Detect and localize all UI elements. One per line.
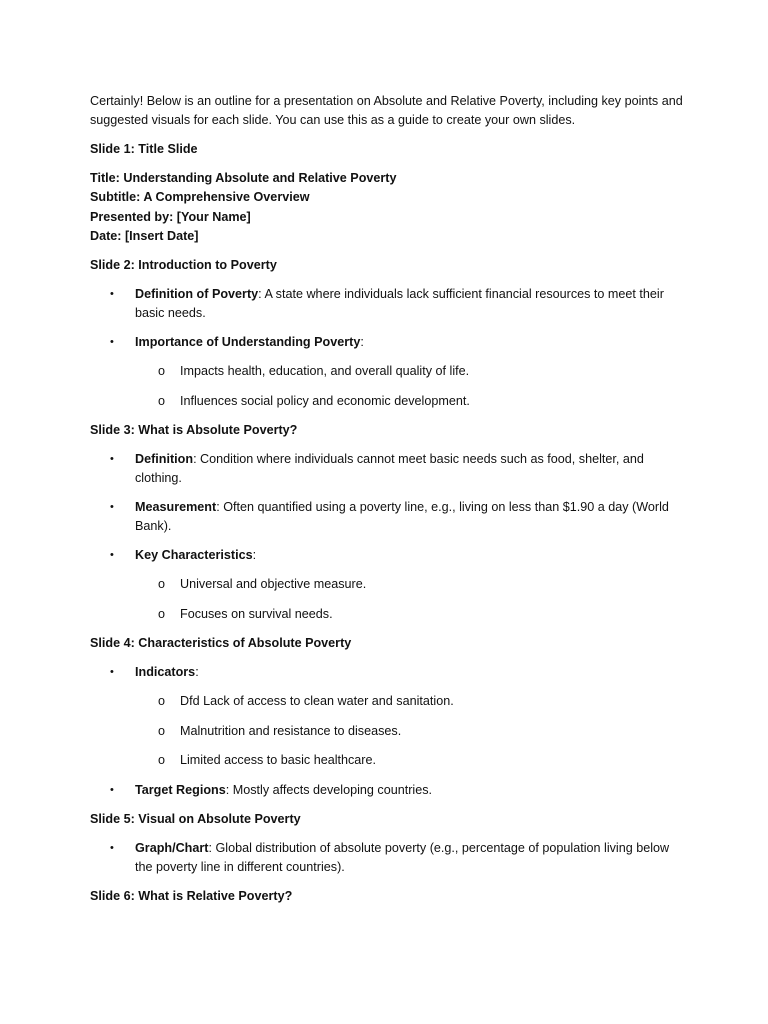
item-text: : Often quantified using a poverty line, e.g., living on less than $1.90 a day (World Bank). bbox=[135, 500, 669, 534]
sub-bullet-marker: o bbox=[158, 364, 166, 379]
sub-bullet-marker: o bbox=[158, 577, 166, 592]
item-label: Key Characteristics bbox=[135, 548, 253, 563]
slide-2-list bbox=[90, 285, 690, 352]
item-label: Importance of Understanding Poverty bbox=[135, 335, 361, 350]
bullet-marker: • bbox=[110, 453, 114, 466]
slide-5-heading: Slide 5: Visual on Absolute Poverty bbox=[90, 811, 301, 826]
sub-bullet-marker: o bbox=[158, 723, 166, 738]
item-label: Definition bbox=[135, 452, 194, 467]
slide-4-list-continued bbox=[90, 781, 690, 800]
date-line: Date: [Insert Date] bbox=[90, 228, 199, 243]
slide-3-sublist bbox=[90, 575, 690, 624]
slide-4-list bbox=[90, 663, 690, 682]
sub-list-item bbox=[90, 605, 690, 624]
slide-2-sublist bbox=[90, 362, 690, 411]
sub-item-text: Impacts health, education, and overall quality of life. bbox=[180, 364, 470, 379]
sub-item-text: Dfd Lack of access to clean water and sanitation. bbox=[180, 694, 454, 709]
sub-bullet-marker: o bbox=[158, 606, 166, 621]
bullet-marker: • bbox=[110, 501, 114, 514]
bullet-marker: • bbox=[110, 841, 114, 854]
document-body bbox=[90, 92, 690, 916]
slide-1-title-block bbox=[90, 169, 690, 246]
sub-item-text: Influences social policy and economic development. bbox=[180, 393, 470, 408]
sub-item-text: Universal and objective measure. bbox=[180, 577, 367, 592]
item-text: : bbox=[360, 335, 364, 350]
title-line: Title: Understanding Absolute and Relative Poverty bbox=[90, 171, 397, 185]
list-item bbox=[90, 498, 690, 536]
sub-bullet-marker: o bbox=[158, 753, 166, 768]
item-label: Target Regions bbox=[135, 782, 226, 797]
list-item bbox=[90, 450, 690, 488]
intro-paragraph: Certainly! Below is an outline for a presentation on Absolute and Relative Poverty, including key points and suggested visuals for each slide. You can use this as a guide to create your own slides. bbox=[90, 94, 683, 127]
item-text: : bbox=[252, 548, 257, 563]
sub-list-item bbox=[90, 392, 690, 411]
item-text: : bbox=[195, 665, 199, 680]
sub-list-item bbox=[90, 575, 690, 594]
sub-list-item bbox=[90, 751, 690, 770]
sub-list-item bbox=[90, 692, 690, 711]
slide-4-sublist bbox=[90, 692, 690, 770]
sub-bullet-marker: o bbox=[158, 393, 166, 408]
sub-item-text: Focuses on survival needs. bbox=[180, 606, 333, 621]
slide-1-heading: Slide 1: Title Slide bbox=[90, 142, 198, 156]
list-item bbox=[90, 781, 690, 800]
list-item bbox=[90, 333, 690, 352]
list-item bbox=[90, 546, 690, 565]
bullet-marker: • bbox=[110, 783, 114, 796]
slide-6-heading: Slide 6: What is Relative Poverty? bbox=[90, 888, 293, 903]
item-label: Measurement bbox=[135, 500, 217, 515]
slide-5-list bbox=[90, 839, 690, 877]
slide-3-heading: Slide 3: What is Absolute Poverty? bbox=[90, 423, 298, 438]
item-text: : Mostly affects developing countries. bbox=[225, 782, 433, 797]
bullet-marker: • bbox=[110, 336, 114, 349]
list-item bbox=[90, 285, 690, 323]
item-label: Graph/Chart bbox=[135, 840, 209, 855]
bullet-marker: • bbox=[110, 549, 114, 562]
sub-bullet-marker: o bbox=[158, 694, 166, 709]
sub-list-item bbox=[90, 362, 690, 381]
slide-4-heading: Slide 4: Characteristics of Absolute Poverty bbox=[90, 636, 352, 651]
sub-list-item bbox=[90, 722, 690, 741]
bullet-marker: • bbox=[110, 666, 114, 679]
item-text: : Condition where individuals cannot meet basic needs such as food, shelter, and clothing. bbox=[135, 452, 644, 486]
list-item bbox=[90, 663, 690, 682]
subtitle-line: Subtitle: A Comprehensive Overview bbox=[90, 190, 310, 205]
slide-2-heading: Slide 2: Introduction to Poverty bbox=[90, 258, 277, 273]
sub-item-text: Limited access to basic healthcare. bbox=[180, 753, 377, 768]
item-label: Definition of Poverty bbox=[135, 287, 259, 302]
item-text: : Global distribution of absolute poverty (e.g., percentage of population living below the poverty line in different countries). bbox=[135, 840, 670, 874]
list-item bbox=[90, 839, 690, 877]
slide-3-list bbox=[90, 450, 690, 565]
item-label: Indicators bbox=[135, 665, 196, 680]
item-text: : A state where individuals lack sufficient financial resources to meet their basic needs. bbox=[135, 287, 664, 321]
presented-by-line: Presented by: [Your Name] bbox=[90, 209, 251, 224]
sub-item-text: Malnutrition and resistance to diseases. bbox=[180, 723, 402, 738]
bullet-marker: • bbox=[110, 288, 114, 301]
